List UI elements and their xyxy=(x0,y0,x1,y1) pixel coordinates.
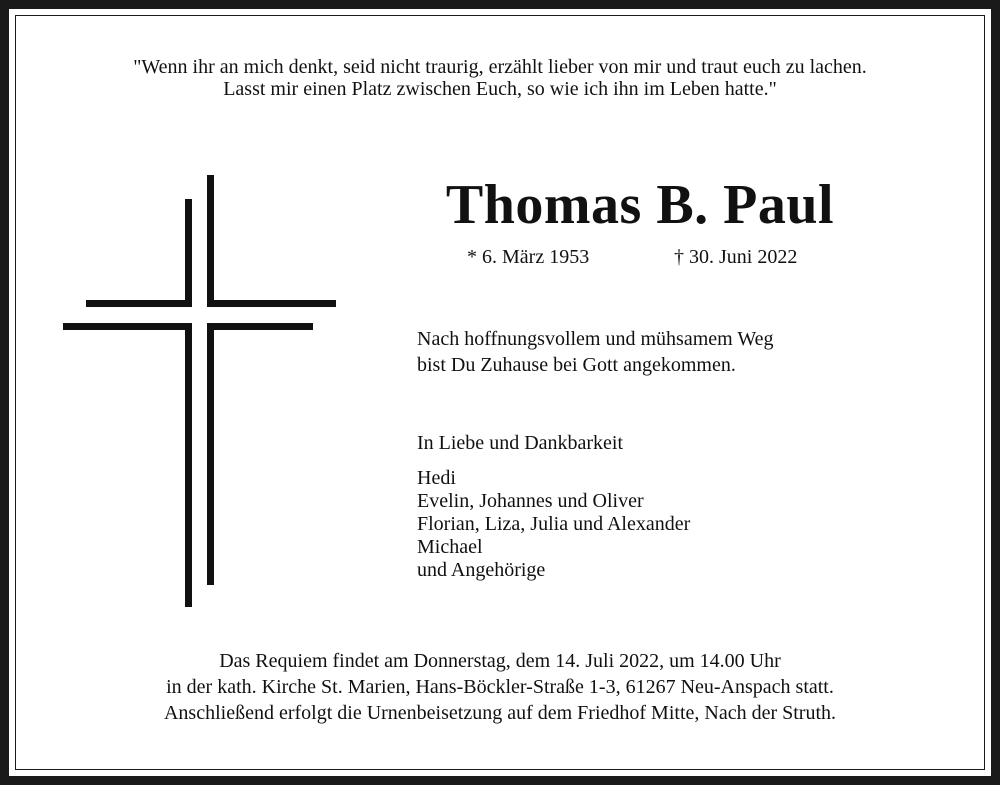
greeting-line: In Liebe und Dankbarkeit xyxy=(417,432,624,454)
service-line-2: in der kath. Kirche St. Marien, Hans-Böckler-Straße 1-3, 61267 Neu-Anspach statt. xyxy=(166,676,834,698)
service-information xyxy=(0,648,1000,726)
verse-line-1: Nach hoffnungsvollem und mühsamem Weg xyxy=(417,328,774,350)
family-member: Hedi xyxy=(417,467,456,489)
memorial-verse xyxy=(417,326,773,378)
family-member: Florian, Liza, Julia und Alexander xyxy=(417,513,691,535)
family-member: und Angehörige xyxy=(417,559,546,581)
memorial-quote xyxy=(0,56,1000,100)
cross-vertical-bar-left xyxy=(185,199,192,607)
cross-icon xyxy=(62,174,338,610)
quote-line-2: Lasst mir einen Platz zwischen Euch, so wie ich ihn im Leben hatte." xyxy=(223,78,777,100)
cross-vertical-bar-right xyxy=(207,175,214,585)
verse-line-2: bist Du Zuhause bei Gott angekommen. xyxy=(417,354,736,376)
service-line-1: Das Requiem findet am Donnerstag, dem 14. Juli 2022, um 14.00 Uhr xyxy=(219,650,781,672)
family-member: Evelin, Johannes und Oliver xyxy=(417,490,644,512)
service-line-3: Anschließend erfolgt die Urnenbeisetzung auf dem Friedhof Mitte, Nach der Struth. xyxy=(163,702,837,724)
death-date: † 30. Juni 2022 xyxy=(674,246,798,268)
cross-horizontal-bar-upper xyxy=(86,300,336,307)
birth-date: * 6. März 1953 xyxy=(467,246,590,268)
family-list xyxy=(417,467,690,582)
quote-line-1: "Wenn ihr an mich denkt, seid nicht traurig, erzählt lieber von mir und traut euch zu lachen. xyxy=(133,56,867,78)
family-member: Michael xyxy=(417,536,483,558)
cross-horizontal-bar-lower xyxy=(63,323,313,330)
deceased-name: Thomas B. Paul xyxy=(445,174,835,236)
